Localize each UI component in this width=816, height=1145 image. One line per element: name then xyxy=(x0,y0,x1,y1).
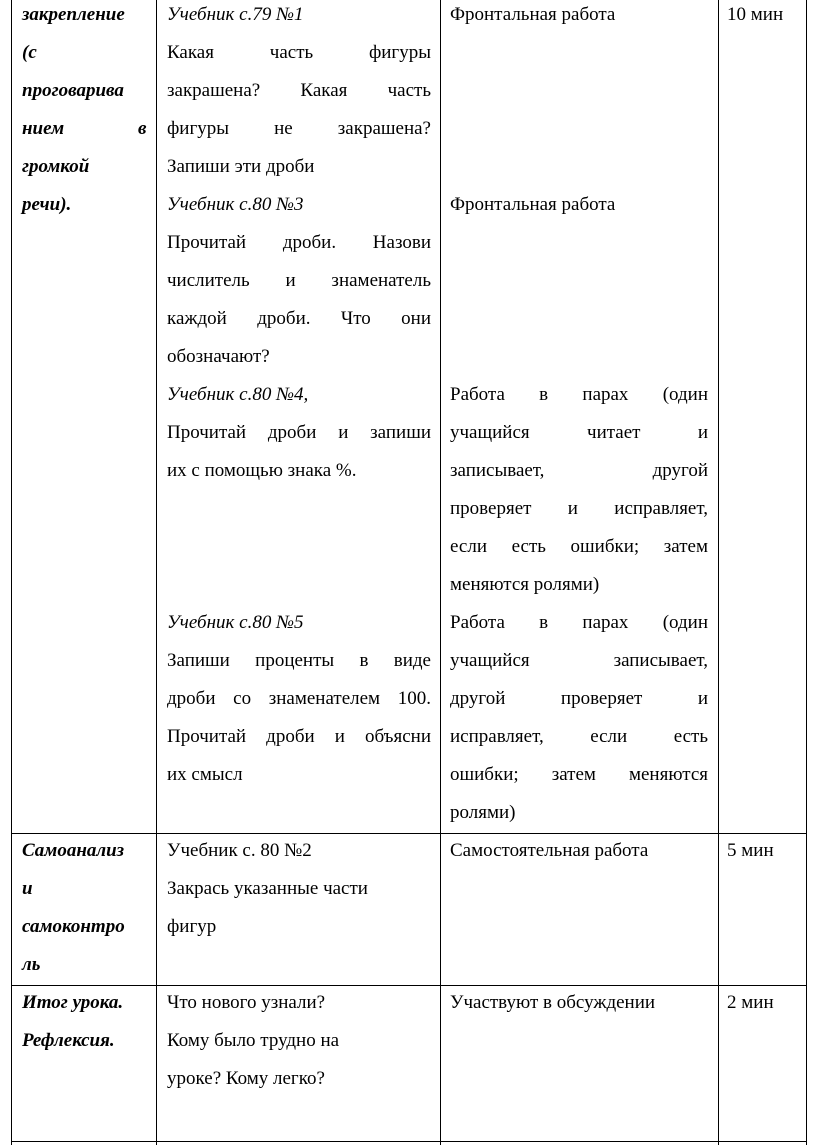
row3-stage-line: Итог урока. xyxy=(22,992,124,1013)
row3-task-line: Что нового узнали? xyxy=(167,992,326,1013)
row1-stage-line: (с xyxy=(22,42,37,63)
task4-text-line: дроби со знаменателем 100. xyxy=(167,688,431,709)
row3-task-line: уроке? Кому легко? xyxy=(167,1068,325,1089)
task4-textbook-ref: Учебник с.80 №5 xyxy=(167,612,304,633)
task4-text-line: их смысл xyxy=(167,764,243,785)
row2-stage-line: и xyxy=(22,878,33,899)
task1-work-form: Фронтальная работа xyxy=(450,4,616,25)
row2-stage-line: Самоанализ xyxy=(22,840,125,861)
row1-stage-line: в xyxy=(138,118,147,139)
task4-text-line: Запиши проценты в виде xyxy=(167,650,431,671)
task1-textbook-ref: Учебник с.79 №1 xyxy=(167,4,304,25)
row2-time: 5 мин xyxy=(727,840,774,861)
row-divider-1 xyxy=(11,833,807,834)
row2-work-form: Самостоятельная работа xyxy=(450,840,649,861)
row1-stage-line: нием xyxy=(22,118,65,139)
row2-task-line: Закрась указанные части xyxy=(167,878,368,899)
row1-time: 10 мин xyxy=(727,4,784,25)
task3-textbook-ref: Учебник с.80 №4, xyxy=(167,384,309,405)
task4-work-form-line: учащийся записывает, xyxy=(450,650,708,671)
task1-text-line: закрашена? Какая часть xyxy=(167,80,431,101)
task4-work-form-line: ролями) xyxy=(450,802,516,823)
task2-text-line: каждой дроби. Что они xyxy=(167,308,431,329)
task2-work-form: Фронтальная работа xyxy=(450,194,616,215)
task1-text-line: Запиши эти дроби xyxy=(167,156,315,177)
row2-stage-line: ль xyxy=(22,954,41,975)
row3-task-line: Кому было трудно на xyxy=(167,1030,340,1051)
task2-textbook-ref: Учебник с.80 №3 xyxy=(167,194,304,215)
task2-text-line: числитель и знаменатель xyxy=(167,270,431,291)
task3-work-form-line: записывает, другой xyxy=(450,460,708,481)
row2-task-line: Учебник с. 80 №2 xyxy=(167,840,312,861)
table-border-left xyxy=(11,0,12,1145)
row2-stage-line: самоконтро xyxy=(22,916,125,937)
row1-stage-line: проговарива xyxy=(22,80,124,101)
task3-work-form-line: учащийся читает и xyxy=(450,422,708,443)
task4-work-form-line: Работа в парах (один xyxy=(450,612,708,633)
row3-stage-line: Рефлексия. xyxy=(22,1030,115,1051)
column-divider-2 xyxy=(440,0,441,1145)
task4-work-form-line: исправляет, если есть xyxy=(450,726,708,747)
task4-work-form-line: ошибки; затем меняются xyxy=(450,764,708,785)
task2-text-line: обозначают? xyxy=(167,346,270,367)
task3-work-form-line: Работа в парах (один xyxy=(450,384,708,405)
row3-work-form: Участвуют в обсуждении xyxy=(450,992,656,1013)
task3-text-line: Прочитай дроби и запиши xyxy=(167,422,431,443)
task3-work-form-line: если есть ошибки; затем xyxy=(450,536,708,557)
task4-work-form-line: другой проверяет и xyxy=(450,688,708,709)
row3-time: 2 мин xyxy=(727,992,774,1013)
column-divider-1 xyxy=(156,0,157,1145)
row-divider-2 xyxy=(11,985,807,986)
table-border-right xyxy=(806,0,807,1145)
row2-task-line: фигур xyxy=(167,916,217,937)
task2-text-line: Прочитай дроби. Назови xyxy=(167,232,431,253)
table-border-bottom xyxy=(11,1141,807,1142)
row1-stage-line: речи). xyxy=(22,194,72,215)
task3-text-line: их с помощью знака %. xyxy=(167,460,357,481)
row1-stage-line: громкой xyxy=(22,156,90,177)
task1-text-line: фигуры не закрашена? xyxy=(167,118,431,139)
row1-stage-line: закрепление xyxy=(22,4,125,25)
task3-work-form-line: меняются ролями) xyxy=(450,574,600,595)
task1-text-line: Какая часть фигуры xyxy=(167,42,431,63)
column-divider-3 xyxy=(718,0,719,1145)
task4-text-line: Прочитай дроби и объясни xyxy=(167,726,431,747)
task3-work-form-line: проверяет и исправляет, xyxy=(450,498,708,519)
